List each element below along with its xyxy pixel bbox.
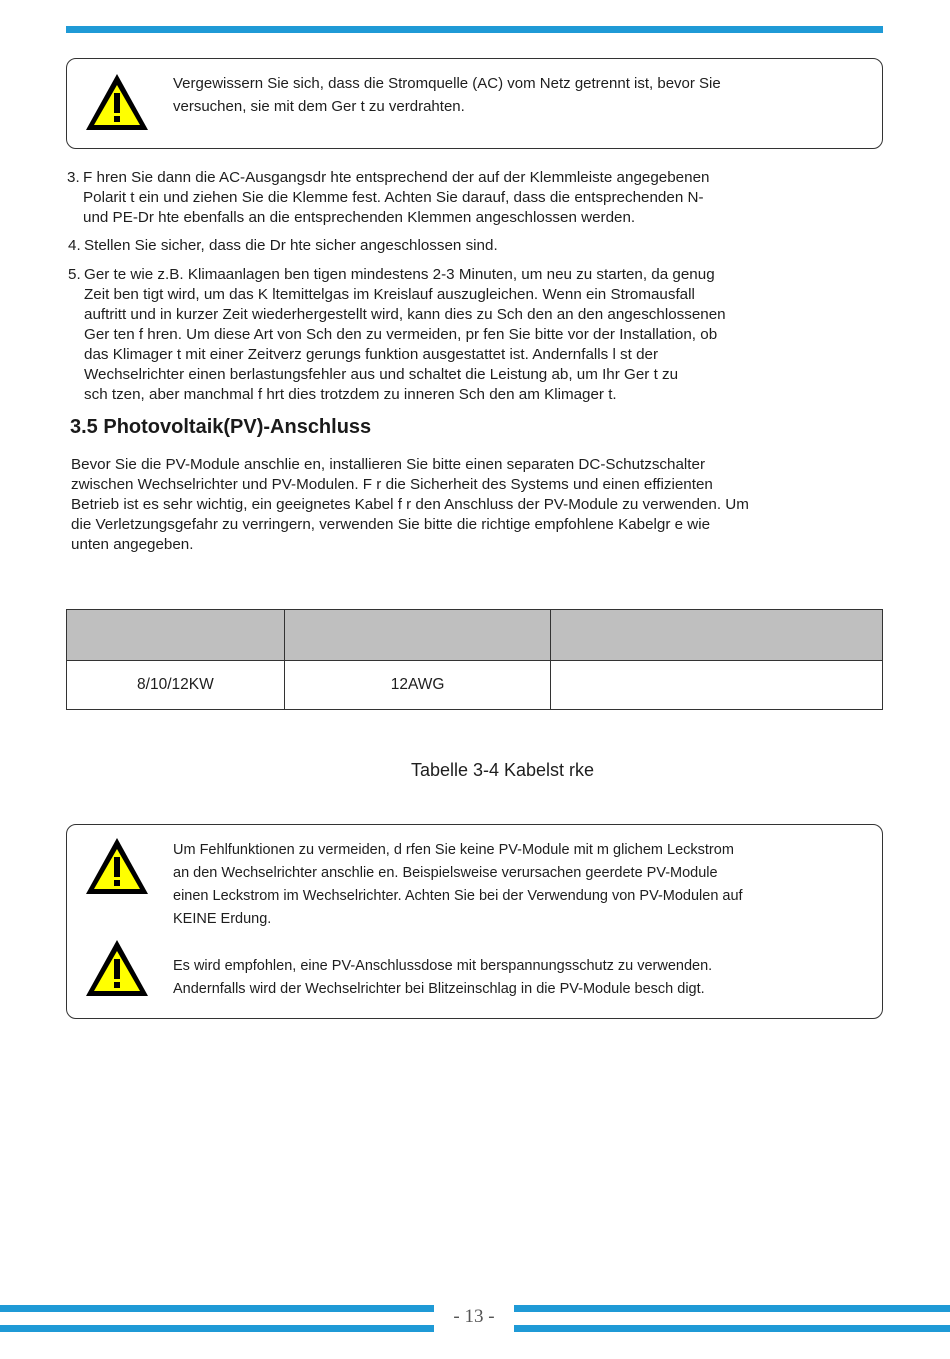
page-number: - 13 - [453, 1306, 495, 1327]
warning-triangle-icon [83, 937, 151, 999]
step-text: Ger te wie z.B. Klimaanlagen ben tigen mindestens 2-3 Minuten, um neu zu starten, da genug Zeit ben tigt wird, um das K ltemittelgas im Kreislauf auszugleichen. Wenn ein Stromausfall auftritt und in kurzer Zeit wiederhergestellt wird, kann dies zu Sch den an den angeschlossenen Ger ten f hren. Um diese Art von Sch den zu vermeiden, pr fen Sie bitte vor der Installation, ob das Klimager t mit einer Zeitverz gerungs funktion ausgestattet ist. Andernfalls l st der Wechselrichter einen berlastungsfehler aus und schaltet die Leistung ab, um Ihr Ger t zu sch tzen, aber manchmal f hrt dies trotzdem zu inneren Sch den am Klimager t. [84, 266, 726, 403]
warning-box-pv [66, 824, 883, 1019]
table-row [67, 661, 883, 710]
footer-bar-right-bottom [514, 1325, 950, 1332]
warning-triangle-icon [83, 71, 151, 133]
step-number: 4. [68, 237, 81, 254]
table-header-cell [551, 610, 883, 661]
table-header-cell [67, 610, 285, 661]
warning-triangle-icon [83, 835, 151, 897]
warning-box-ac [66, 58, 883, 149]
step-number: 5. [68, 266, 81, 283]
step-text: Stellen Sie sicher, dass die Dr hte sicher angeschlossen sind. [84, 237, 498, 254]
section-paragraph: Bevor Sie die PV-Module anschlie en, installieren Sie bitte einen separaten DC-Schutzschalter zwischen Wechselrichter und PV-Modulen. F r die Sicherheit des Systems und einen effizienten Betrieb ist es sehr wichtig, ein geeignetes Kabel f r den Anschluss der PV-Module zu verwenden. Um die Verletzungsgefahr zu verringern, verwenden Sie bitte die richtige empfohlene Kabelgr e wie unten angegeben. [71, 456, 749, 553]
warning-text-leakage: Um Fehlfunktionen zu vermeiden, d rfen Sie keine PV-Module mit m glichem Leckstrom an den Wechselrichter anschlie en. Beispielsweise verursachen geerdete PV-Module einen Leckstrom im Wechselrichter. Achten Sie bei der Verwendung von PV-Modulen auf KEINE Erdung. [173, 842, 743, 927]
footer-bar-left-top [0, 1305, 434, 1312]
table-cell-cable: 12AWG [284, 661, 551, 710]
table-cell-model: 8/10/12KW [67, 661, 285, 710]
section-heading: 3.5 Photovoltaik(PV)-Anschluss [70, 416, 372, 438]
cable-size-table [66, 609, 883, 710]
table-header-cell [284, 610, 551, 661]
table-header-row [67, 610, 883, 661]
header-accent-bar [66, 26, 883, 33]
footer-bar-left-bottom [0, 1325, 434, 1332]
footer-bar-right-top [514, 1305, 950, 1312]
table-cell-empty [551, 661, 883, 710]
warning-text-surge: Es wird empfohlen, eine PV-Anschlussdose mit berspannungsschutz zu verwenden. Andernfalls wird der Wechselrichter bei Blitzeinschlag in die PV-Module besch digt. [173, 958, 713, 997]
step-text: F hren Sie dann die AC-Ausgangsdr hte entsprechend der auf der Klemmleiste angegebenen Polarit t ein und ziehen Sie die Klemme fest. Achten Sie darauf, dass die entsprechenden N- und PE-Dr hte ebenfalls an die entsprechenden Klemmen angeschlossen werden. [83, 169, 710, 226]
table-caption: Tabelle 3-4 Kabelst rke [410, 760, 595, 780]
step-number: 3. [67, 169, 80, 186]
warning-text-ac: Vergewissern Sie sich, dass die Stromquelle (AC) vom Netz getrennt ist, bevor Sie versuchen, sie mit dem Ger t zu verdrahten. [173, 75, 721, 115]
